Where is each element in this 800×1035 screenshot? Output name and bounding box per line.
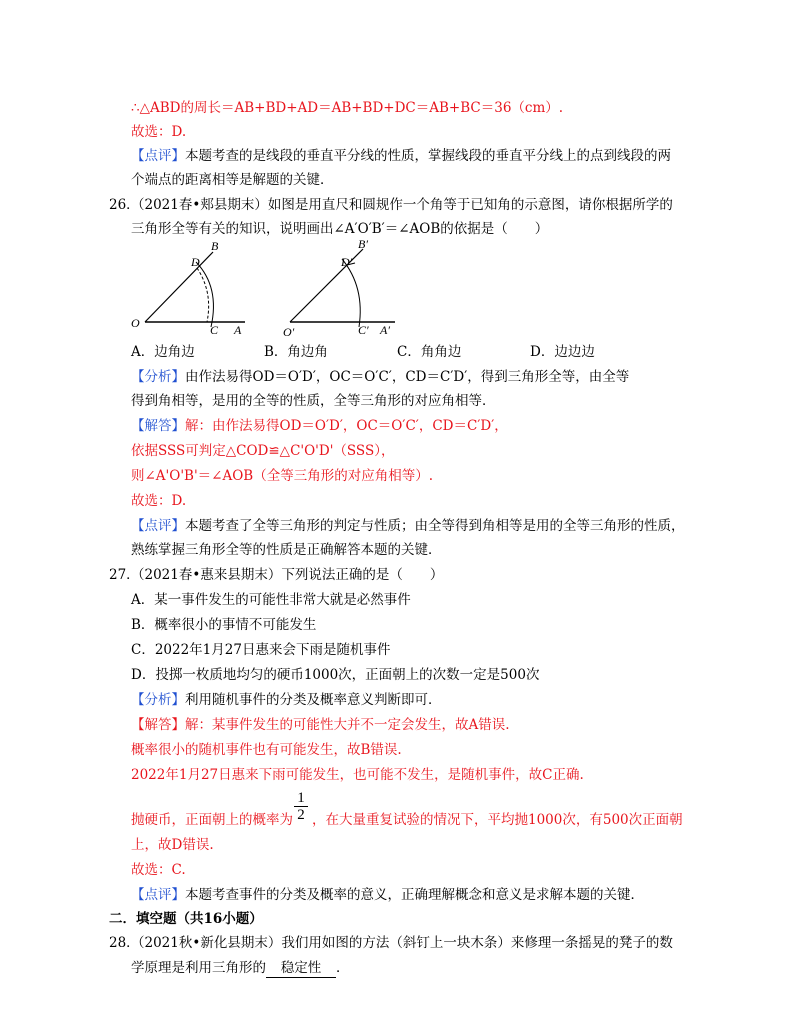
q27-number: 27．: [109, 567, 140, 583]
label-d: D: [191, 255, 200, 269]
q26-comment: [131, 517, 685, 535]
label-a-prime: A′: [380, 323, 390, 337]
q27-option-b: B．概率很小的事情不可能发生: [131, 617, 317, 633]
q26-option-d: D．边边边: [530, 344, 595, 360]
analysis-tag: 【分析】: [131, 692, 185, 708]
q26-option-a: A．边角边: [131, 344, 195, 360]
q26-answer-text-3: 则∠A'O'B'＝∠AOB（全等三角形的对应角相等）.: [131, 468, 434, 484]
q26-comment-text-1: 本题考查了全等三角形的判定与性质；由全等得到角相等是用的全等三角形的性质，: [185, 518, 685, 534]
q25-comment-text-1: 本题考查的是线段的垂直平分线的性质，掌握线段的垂直平分线上的点到线段的两: [185, 148, 671, 164]
label-a: A: [234, 323, 242, 337]
answer-tag: 【解答】: [131, 418, 185, 434]
q27-stem: （2021春•惠来县期末）下列说法正确的是（ ）: [131, 567, 444, 583]
q26-figure: [125, 237, 415, 337]
arc-cd: [196, 262, 213, 327]
section-title: 二．填空题（共16小题）: [109, 911, 263, 927]
q26-analysis: [131, 368, 629, 386]
q27-comment: [131, 886, 644, 904]
q26-answer-text-1: 解：由作法易得OD＝O′D′，OC＝O′C′，CD＝C′D′，: [185, 418, 508, 434]
label-b-prime: B′: [358, 237, 368, 251]
label-o: O: [131, 316, 140, 330]
q26-answer-text-2: 依据SSS可判定△COD≌△C'O'D'（SSS），: [131, 443, 395, 459]
q26-analysis-text-2: 得到角相等，是用的全等的性质，全等三角形的对应角相等．: [131, 393, 496, 409]
q25-perimeter-line: ∴△ABD的周长＝AB+BD+AD＝AB+BD+DC＝AB+BC＝36（cm）.: [131, 100, 564, 116]
answer-blank: 稳定性: [266, 959, 336, 978]
label-c: C: [210, 323, 219, 337]
fraction-numerator: 1: [294, 790, 308, 807]
q26-comment-text-2: 熟练掌握三角形全等的性质是正确解答本题的关键．: [131, 542, 442, 558]
q26-option-b: B．角边角: [264, 344, 328, 360]
probability-fraction: [294, 790, 308, 823]
fraction-denominator: 2: [297, 807, 305, 823]
comment-tag: 【点评】: [131, 148, 185, 164]
q27-option-d: D．投掷一枚质地均匀的硬币1000次，正面朝上的次数一定是500次: [131, 667, 540, 683]
answer-tag: 【解答】: [131, 717, 185, 733]
q28-stem-2a: 学原理是利用三角形的: [131, 960, 266, 976]
label-c-prime: C′: [358, 323, 369, 337]
q27-answer-text-3: 2022年1月27日惠来下雨可能发生，也可能不发生，是随机事件，故C正确.: [131, 767, 584, 783]
q26-option-c: C．角角边: [397, 344, 462, 360]
arc-c2d2: [342, 259, 360, 327]
q27-answer: [131, 716, 510, 734]
q27-option-a: A．某一事件发生的可能性非常大就是必然事件: [131, 592, 411, 608]
q26-number: 26．: [109, 197, 140, 213]
label-o-prime: O′: [283, 325, 295, 337]
arc-cd-dashed: [197, 268, 209, 322]
q25-comment-text-2: 个端点的距离相等是解题的关键．: [131, 172, 334, 188]
ray-ob: [145, 252, 213, 322]
q26-choice: 故选：D.: [131, 493, 187, 509]
analysis-tag: 【分析】: [131, 369, 185, 385]
q28-stem-1: （2021秋•新化县期末）我们用如图的方法（斜钉上一块木条）来修理一条摇晃的凳子的数: [131, 935, 673, 951]
q26-stem-1: （2021春•郏县期末）如图是用直尺和圆规作一个角等于已知角的示意图，请你根据所学的: [131, 197, 673, 213]
q27-analysis-text: 利用随机事件的分类及概率意义判断即可．: [185, 692, 442, 708]
comment-tag: 【点评】: [131, 887, 185, 903]
comment-tag: 【点评】: [131, 518, 185, 534]
q28-number: 28．: [109, 935, 140, 951]
q27-choice: 故选：C.: [131, 862, 186, 878]
q26-analysis-text-1: 由作法易得OD＝O′D′，OC＝O′C′，CD＝C′D′，得到三角形全等，由全等: [185, 369, 630, 385]
q27-comment-text: 本题考查事件的分类及概率的意义，正确理解概念和意义是求解本题的关键．: [185, 887, 644, 903]
q27-answer-text-4b: ，在大量重复试验的情况下，平均抛1000次，有500次正面朝: [312, 812, 683, 828]
q28-stem-2: [131, 959, 350, 978]
q27-option-c: C．2022年1月27日惠来会下雨是随机事件: [131, 642, 391, 658]
q26-stem-2: 三角形全等有关的知识，说明画出∠A′O′B′＝∠AOB的依据是（ ）: [131, 221, 549, 237]
q25-choice: 故选：D.: [131, 124, 187, 140]
q27-answer-text-4a: 抛硬币，正面朝上的概率为: [131, 812, 293, 828]
q26-answer: [131, 417, 508, 435]
q28-stem-2b: ．: [336, 960, 350, 976]
q27-answer-text-2: 概率很小的随机事件也有可能发生，故B错误.: [131, 742, 402, 758]
q27-answer-text-5: 上，故D错误.: [131, 837, 214, 853]
q27-analysis: [131, 691, 442, 709]
q27-answer-text-1: 解：某事件发生的可能性大并不一定会发生，故A错误.: [185, 717, 510, 733]
q25-comment: [131, 147, 671, 165]
label-b: B: [211, 239, 219, 253]
label-d-prime: D′: [341, 255, 353, 269]
